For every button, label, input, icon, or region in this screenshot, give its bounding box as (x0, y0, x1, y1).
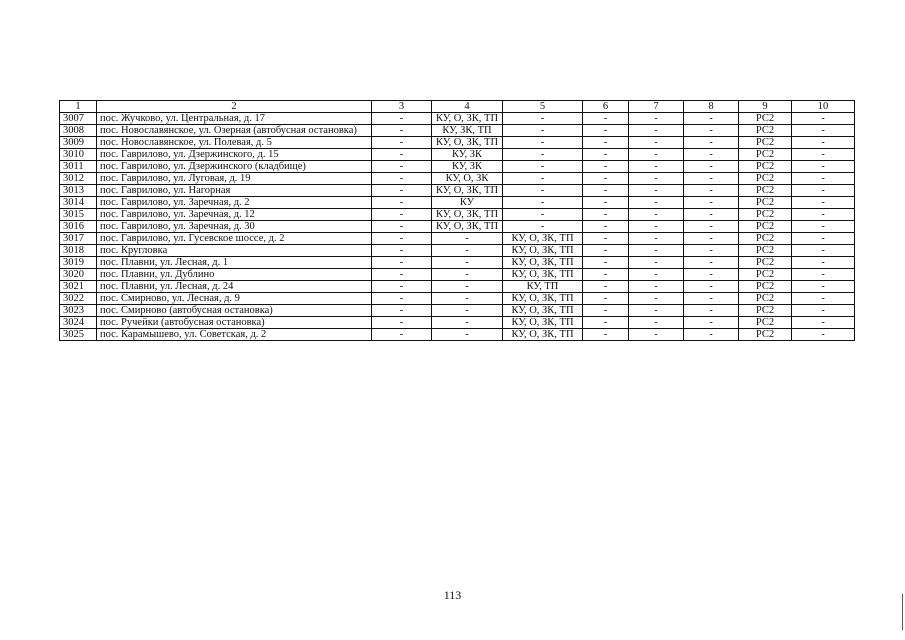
table-cell-col-7: - (629, 305, 684, 317)
table-cell-col-4: КУ, О, ЗК (432, 173, 503, 185)
table-cell-col-9: РС2 (739, 257, 792, 269)
table-cell-col-2: пос. Гаврилово, ул. Луговая, д. 19 (97, 173, 372, 185)
table-cell-col-5: - (503, 197, 583, 209)
table-cell-col-6: - (583, 245, 629, 257)
table-cell-col-5: КУ, О, ЗК, ТП (503, 257, 583, 269)
table-cell-col-1: 3020 (60, 269, 97, 281)
table-cell-col-9: РС2 (739, 245, 792, 257)
table-cell-col-9: РС2 (739, 161, 792, 173)
table-cell-col-4: - (432, 305, 503, 317)
table-cell-col-3: - (372, 173, 432, 185)
table-cell-col-10: - (792, 137, 855, 149)
document-table (59, 100, 855, 341)
table-cell-col-4: КУ, О, ЗК, ТП (432, 209, 503, 221)
table-cell-col-7: - (629, 185, 684, 197)
table-cell-col-6: - (583, 317, 629, 329)
scan-edge-mark (902, 594, 903, 630)
table-cell-col-1: 3009 (60, 137, 97, 149)
table-cell-col-3: - (372, 269, 432, 281)
table-cell-col-3: - (372, 197, 432, 209)
table-cell-col-10: - (792, 113, 855, 125)
table-cell-col-3: - (372, 149, 432, 161)
table-cell-col-5: КУ, О, ЗК, ТП (503, 293, 583, 305)
table-cell-col-2: пос. Кругловка (97, 245, 372, 257)
table-cell-col-3: - (372, 185, 432, 197)
table-cell-col-7: - (629, 221, 684, 233)
table-cell-col-8: - (684, 329, 739, 341)
column-header-10: 10 (792, 101, 855, 113)
table-row (60, 269, 855, 281)
table-cell-col-8: - (684, 245, 739, 257)
table-cell-col-9: РС2 (739, 233, 792, 245)
table-cell-col-3: - (372, 137, 432, 149)
table-cell-col-9: РС2 (739, 329, 792, 341)
table-row (60, 125, 855, 137)
table-cell-col-1: 3023 (60, 305, 97, 317)
table-cell-col-2: пос. Гаврилово, ул. Дзержинского, д. 15 (97, 149, 372, 161)
table-cell-col-10: - (792, 245, 855, 257)
column-header-5: 5 (503, 101, 583, 113)
table-cell-col-10: - (792, 125, 855, 137)
table-cell-col-5: - (503, 173, 583, 185)
table-cell-col-4: КУ, О, ЗК, ТП (432, 185, 503, 197)
table-cell-col-6: - (583, 209, 629, 221)
table-cell-col-6: - (583, 161, 629, 173)
table-cell-col-8: - (684, 233, 739, 245)
table-row (60, 305, 855, 317)
table-cell-col-10: - (792, 161, 855, 173)
table-row (60, 197, 855, 209)
column-header-2: 2 (97, 101, 372, 113)
table-cell-col-2: пос. Смирново (автобусная остановка) (97, 305, 372, 317)
table-cell-col-9: РС2 (739, 173, 792, 185)
table-cell-col-4: - (432, 281, 503, 293)
column-header-9: 9 (739, 101, 792, 113)
column-header-7: 7 (629, 101, 684, 113)
table-cell-col-10: - (792, 329, 855, 341)
table-cell-col-3: - (372, 125, 432, 137)
table-cell-col-1: 3015 (60, 209, 97, 221)
table-cell-col-1: 3010 (60, 149, 97, 161)
table-cell-col-6: - (583, 329, 629, 341)
table-row (60, 173, 855, 185)
table-cell-col-7: - (629, 245, 684, 257)
table-body (60, 113, 855, 341)
table-cell-col-8: - (684, 113, 739, 125)
column-header-3: 3 (372, 101, 432, 113)
table-cell-col-8: - (684, 305, 739, 317)
table-cell-col-3: - (372, 329, 432, 341)
table-cell-col-1: 3021 (60, 281, 97, 293)
table-row (60, 317, 855, 329)
table-cell-col-7: - (629, 173, 684, 185)
table-cell-col-3: - (372, 245, 432, 257)
table-row (60, 293, 855, 305)
table-row (60, 185, 855, 197)
table-cell-col-8: - (684, 137, 739, 149)
table-cell-col-2: пос. Гаврилово, ул. Нагорная (97, 185, 372, 197)
table-cell-col-1: 3012 (60, 173, 97, 185)
table-cell-col-2: пос. Гаврилово, ул. Заречная, д. 2 (97, 197, 372, 209)
table-cell-col-3: - (372, 209, 432, 221)
column-header-1: 1 (60, 101, 97, 113)
table-cell-col-8: - (684, 281, 739, 293)
table-cell-col-6: - (583, 221, 629, 233)
table-cell-col-6: - (583, 257, 629, 269)
table-row (60, 161, 855, 173)
table-cell-col-10: - (792, 173, 855, 185)
table-row (60, 329, 855, 341)
table-cell-col-9: РС2 (739, 281, 792, 293)
column-header-6: 6 (583, 101, 629, 113)
table-cell-col-4: КУ, О, ЗК, ТП (432, 113, 503, 125)
table-cell-col-4: - (432, 293, 503, 305)
table-cell-col-4: - (432, 257, 503, 269)
table-cell-col-4: КУ, ЗК, ТП (432, 125, 503, 137)
table-cell-col-5: - (503, 161, 583, 173)
table-cell-col-6: - (583, 137, 629, 149)
table-cell-col-2: пос. Новославянское, ул. Озерная (автобусная остановка) (97, 125, 372, 137)
table-cell-col-9: РС2 (739, 137, 792, 149)
table-cell-col-7: - (629, 329, 684, 341)
table-cell-col-7: - (629, 293, 684, 305)
table-cell-col-6: - (583, 281, 629, 293)
table-cell-col-1: 3008 (60, 125, 97, 137)
table-cell-col-9: РС2 (739, 113, 792, 125)
table-cell-col-8: - (684, 221, 739, 233)
table-cell-col-7: - (629, 161, 684, 173)
table-cell-col-3: - (372, 305, 432, 317)
table-cell-col-10: - (792, 281, 855, 293)
table-cell-col-9: РС2 (739, 149, 792, 161)
table-cell-col-10: - (792, 233, 855, 245)
table-row (60, 257, 855, 269)
table-cell-col-7: - (629, 209, 684, 221)
table-row (60, 209, 855, 221)
table-cell-col-6: - (583, 173, 629, 185)
table-cell-col-4: КУ, О, ЗК, ТП (432, 137, 503, 149)
table-cell-col-5: - (503, 221, 583, 233)
table-cell-col-7: - (629, 269, 684, 281)
table-cell-col-7: - (629, 317, 684, 329)
table-cell-col-2: пос. Карамышево, ул. Советская, д. 2 (97, 329, 372, 341)
table-cell-col-1: 3011 (60, 161, 97, 173)
table-cell-col-10: - (792, 197, 855, 209)
table-cell-col-6: - (583, 233, 629, 245)
table-cell-col-1: 3018 (60, 245, 97, 257)
table-cell-col-8: - (684, 173, 739, 185)
table-cell-col-4: - (432, 245, 503, 257)
table-cell-col-1: 3013 (60, 185, 97, 197)
table-cell-col-8: - (684, 317, 739, 329)
table-cell-col-10: - (792, 305, 855, 317)
table-cell-col-3: - (372, 257, 432, 269)
table-cell-col-8: - (684, 293, 739, 305)
table-cell-col-1: 3014 (60, 197, 97, 209)
table-cell-col-6: - (583, 185, 629, 197)
table-cell-col-7: - (629, 125, 684, 137)
table-cell-col-8: - (684, 161, 739, 173)
table-cell-col-5: КУ, О, ЗК, ТП (503, 233, 583, 245)
table-cell-col-2: пос. Жучково, ул. Центральная, д. 17 (97, 113, 372, 125)
table-cell-col-7: - (629, 197, 684, 209)
table-cell-col-1: 3007 (60, 113, 97, 125)
table-cell-col-10: - (792, 317, 855, 329)
table-cell-col-1: 3024 (60, 317, 97, 329)
table-row (60, 149, 855, 161)
table-cell-col-4: КУ, ЗК (432, 149, 503, 161)
table-cell-col-1: 3019 (60, 257, 97, 269)
table-cell-col-3: - (372, 317, 432, 329)
table-cell-col-2: пос. Плавни, ул. Дублино (97, 269, 372, 281)
table-cell-col-5: КУ, О, ЗК, ТП (503, 269, 583, 281)
table-cell-col-3: - (372, 113, 432, 125)
table-cell-col-10: - (792, 209, 855, 221)
table-cell-col-8: - (684, 269, 739, 281)
table-cell-col-9: РС2 (739, 269, 792, 281)
table-cell-col-6: - (583, 125, 629, 137)
table-cell-col-8: - (684, 185, 739, 197)
table-cell-col-2: пос. Ручейки (автобусная остановка) (97, 317, 372, 329)
table-row (60, 137, 855, 149)
table-cell-col-10: - (792, 221, 855, 233)
table-cell-col-9: РС2 (739, 317, 792, 329)
table-cell-col-2: пос. Гаврилово, ул. Заречная, д. 30 (97, 221, 372, 233)
table-cell-col-1: 3016 (60, 221, 97, 233)
table-cell-col-9: РС2 (739, 293, 792, 305)
table-cell-col-5: - (503, 149, 583, 161)
table-cell-col-5: КУ, О, ЗК, ТП (503, 317, 583, 329)
table-cell-col-4: КУ, ЗК (432, 161, 503, 173)
table-cell-col-9: РС2 (739, 221, 792, 233)
table-cell-col-8: - (684, 149, 739, 161)
table-cell-col-7: - (629, 233, 684, 245)
table-cell-col-9: РС2 (739, 185, 792, 197)
table-cell-col-1: 3025 (60, 329, 97, 341)
table-cell-col-3: - (372, 161, 432, 173)
table-cell-col-4: - (432, 233, 503, 245)
table-cell-col-7: - (629, 281, 684, 293)
table-cell-col-7: - (629, 257, 684, 269)
table-cell-col-3: - (372, 281, 432, 293)
column-header-8: 8 (684, 101, 739, 113)
table-cell-col-5: - (503, 125, 583, 137)
table-cell-col-5: - (503, 185, 583, 197)
table-cell-col-3: - (372, 221, 432, 233)
table-cell-col-5: КУ, О, ЗК, ТП (503, 305, 583, 317)
table-cell-col-6: - (583, 149, 629, 161)
table-cell-col-5: КУ, О, ЗК, ТП (503, 245, 583, 257)
table-cell-col-6: - (583, 293, 629, 305)
table-cell-col-9: РС2 (739, 305, 792, 317)
table-cell-col-7: - (629, 137, 684, 149)
table-cell-col-4: - (432, 329, 503, 341)
table-cell-col-2: пос. Плавни, ул. Лесная, д. 1 (97, 257, 372, 269)
table-cell-col-6: - (583, 197, 629, 209)
table-cell-col-1: 3017 (60, 233, 97, 245)
column-header-4: 4 (432, 101, 503, 113)
table-cell-col-4: - (432, 269, 503, 281)
table-row (60, 281, 855, 293)
table-cell-col-7: - (629, 149, 684, 161)
table-cell-col-5: - (503, 137, 583, 149)
table-cell-col-6: - (583, 269, 629, 281)
table-cell-col-3: - (372, 293, 432, 305)
header-row (60, 101, 855, 113)
table-cell-col-10: - (792, 149, 855, 161)
table-cell-col-3: - (372, 233, 432, 245)
page-number: 113 (443, 588, 462, 602)
table-cell-col-6: - (583, 113, 629, 125)
table-cell-col-4: КУ, О, ЗК, ТП (432, 221, 503, 233)
table-cell-col-8: - (684, 257, 739, 269)
table-cell-col-2: пос. Смирново, ул. Лесная, д. 9 (97, 293, 372, 305)
table-cell-col-8: - (684, 197, 739, 209)
table-row (60, 221, 855, 233)
table-cell-col-1: 3022 (60, 293, 97, 305)
table-cell-col-10: - (792, 269, 855, 281)
table-cell-col-5: КУ, ТП (503, 281, 583, 293)
table-cell-col-5: КУ, О, ЗК, ТП (503, 329, 583, 341)
table-cell-col-5: - (503, 209, 583, 221)
table-cell-col-7: - (629, 113, 684, 125)
table-cell-col-6: - (583, 305, 629, 317)
table-row (60, 113, 855, 125)
table-cell-col-9: РС2 (739, 197, 792, 209)
table-cell-col-2: пос. Гаврилово, ул. Гусевское шоссе, д. 2 (97, 233, 372, 245)
table-cell-col-8: - (684, 209, 739, 221)
table-cell-col-10: - (792, 257, 855, 269)
table-row (60, 245, 855, 257)
table-cell-col-4: КУ (432, 197, 503, 209)
table-cell-col-2: пос. Плавни, ул. Лесная, д. 24 (97, 281, 372, 293)
table-cell-col-2: пос. Новославянское, ул. Полевая, д. 5 (97, 137, 372, 149)
table-cell-col-2: пос. Гаврилово, ул. Заречная, д. 12 (97, 209, 372, 221)
table-cell-col-2: пос. Гаврилово, ул. Дзержинского (кладбище) (97, 161, 372, 173)
table-cell-col-9: РС2 (739, 209, 792, 221)
table-cell-col-4: - (432, 317, 503, 329)
table-row (60, 233, 855, 245)
table-cell-col-10: - (792, 185, 855, 197)
table-cell-col-9: РС2 (739, 125, 792, 137)
table-cell-col-10: - (792, 293, 855, 305)
table-cell-col-8: - (684, 125, 739, 137)
table-cell-col-5: - (503, 113, 583, 125)
table-header (60, 101, 855, 113)
